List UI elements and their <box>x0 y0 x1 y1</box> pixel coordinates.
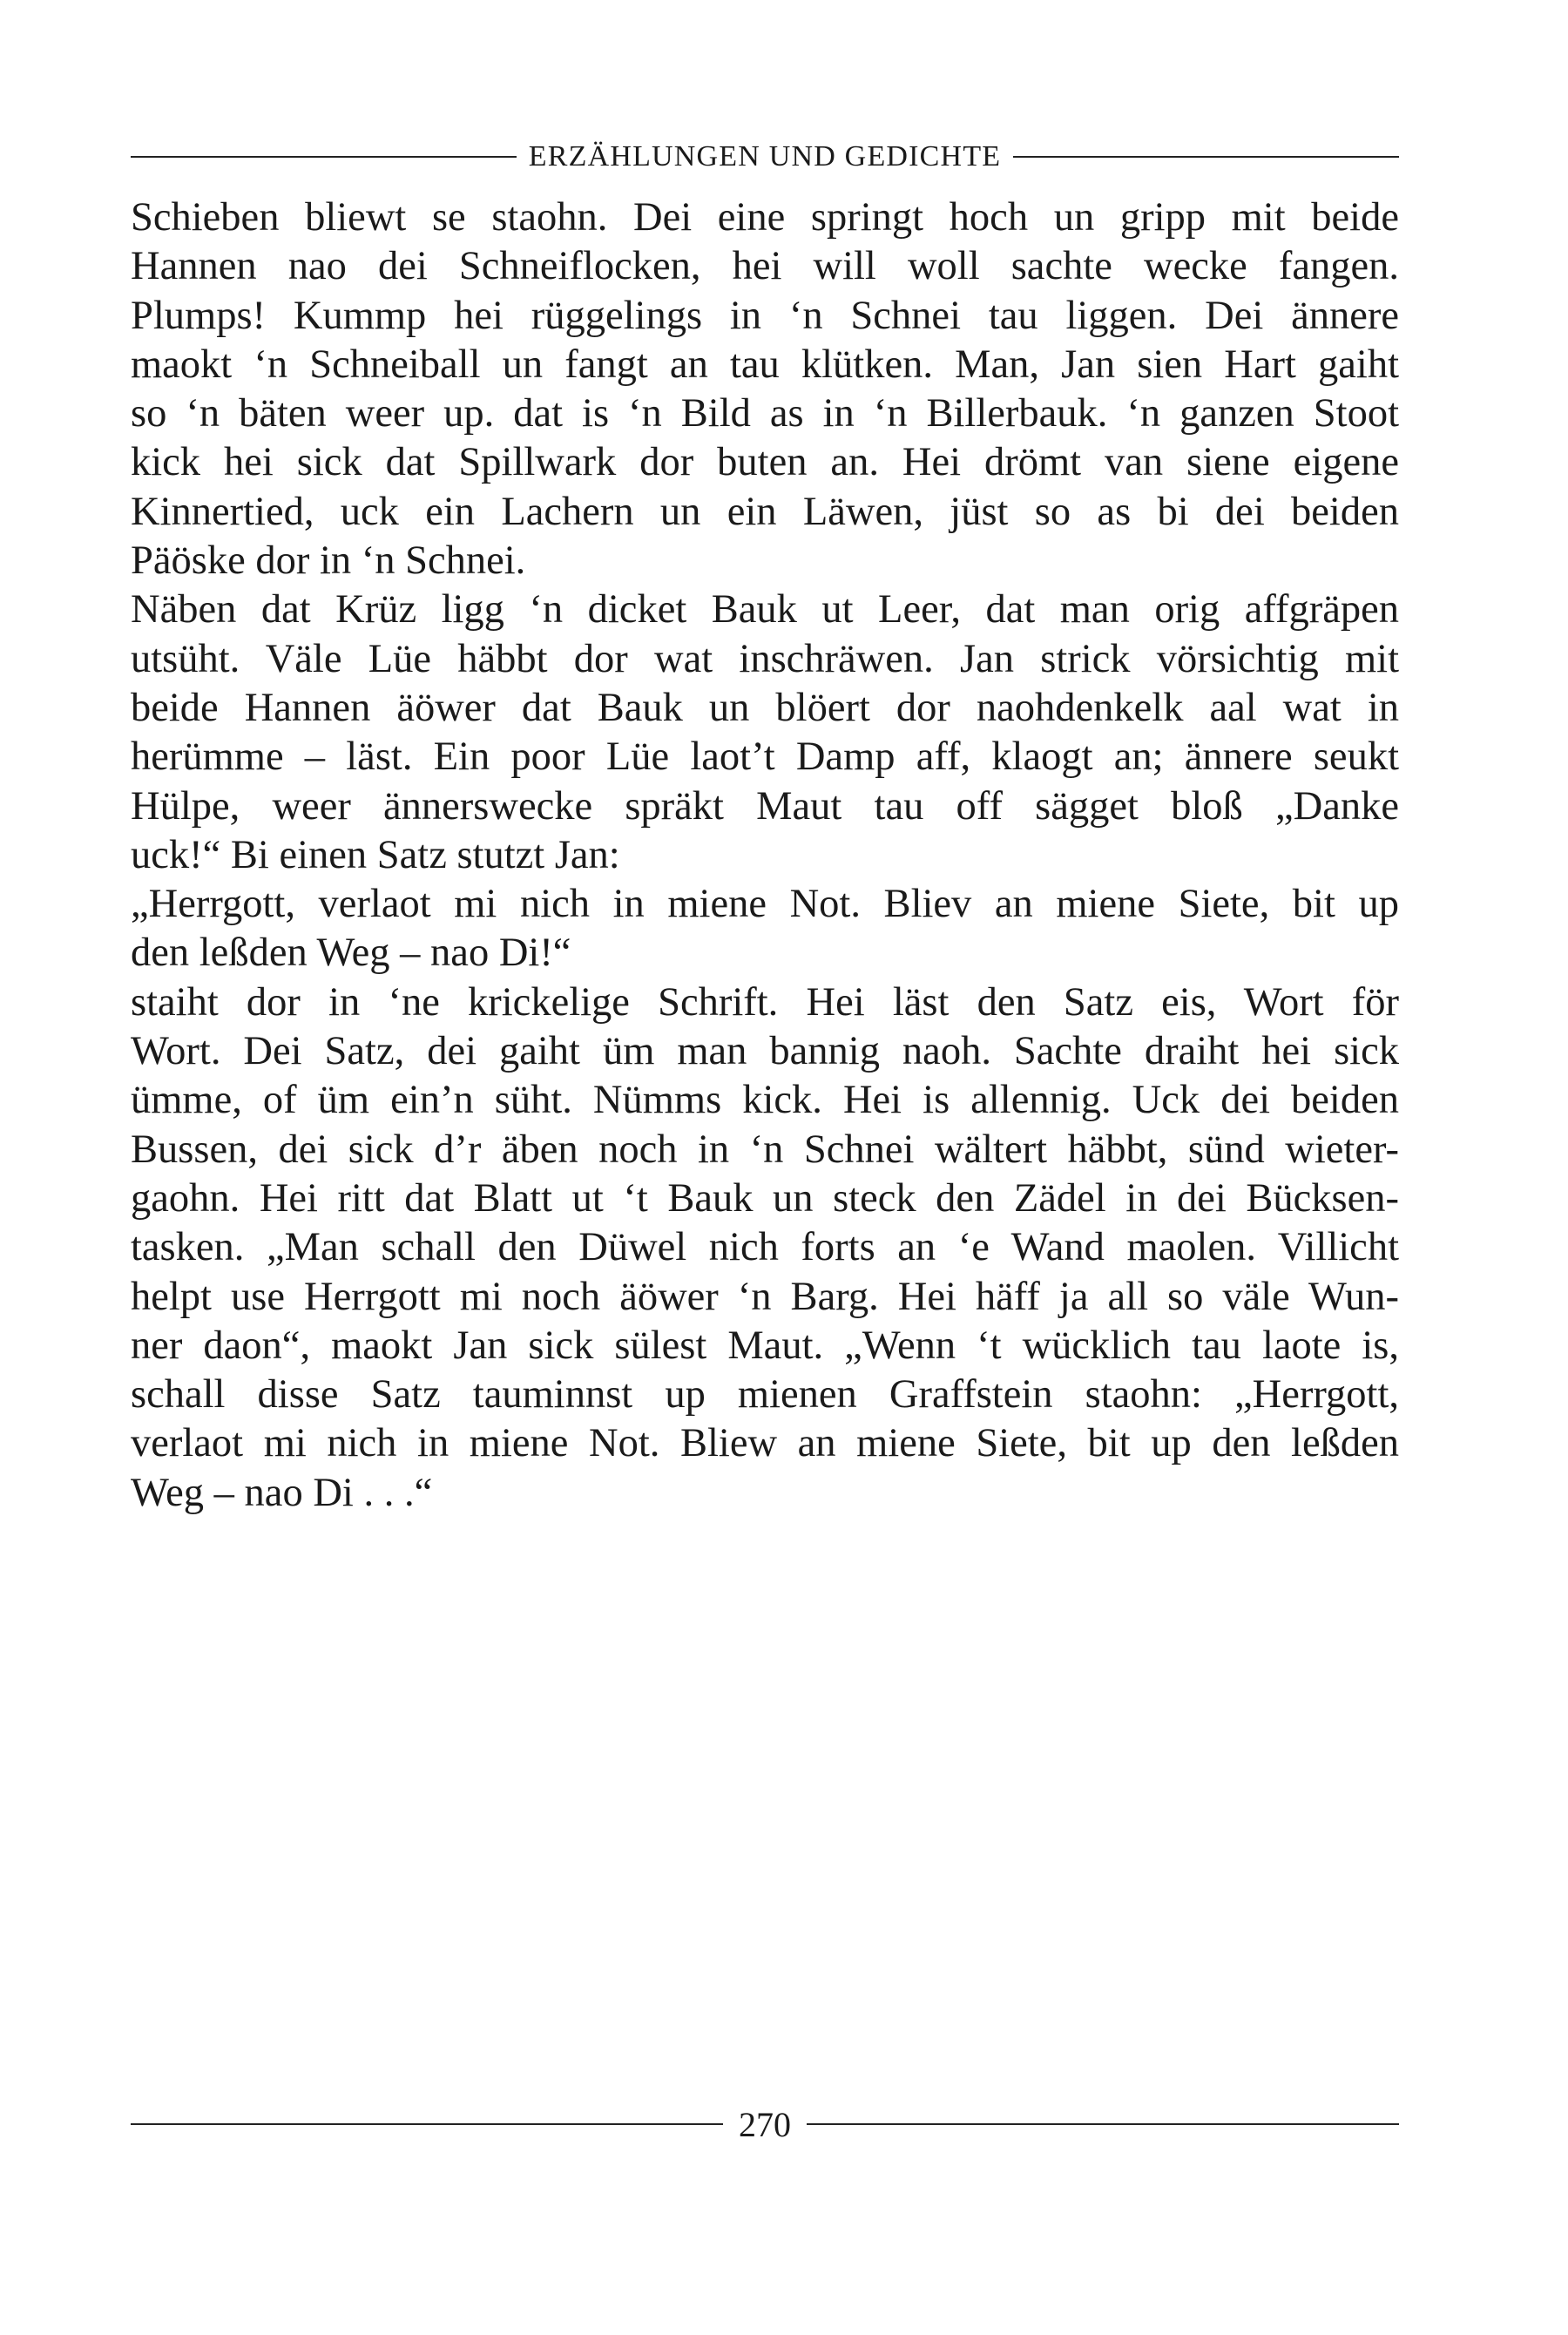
text-line: Näben dat Krüz ligg ‘n dicket Bauk ut Leer, dat man orig affgräpen <box>131 587 1399 633</box>
text-line: maokt ‘n Schneiball un fangt an tau klütken. Man, Jan sien Hart gaiht <box>131 342 1399 387</box>
running-title: ERZÄHLUNGEN UND GEDICHTE <box>528 140 1002 173</box>
text-line: tasken. „Man schall den Düwel nich forts an ‘e Wand maolen. Villicht <box>131 1225 1399 1270</box>
text-line: den leßden Weg – nao Di!“ <box>131 931 571 976</box>
running-header <box>131 138 1399 176</box>
text-line: gaohn. Hei ritt dat Blatt ut ‘t Bauk un steck den Zädel in dei Bücksen- <box>131 1175 1399 1221</box>
footer-rule-right <box>807 2123 1399 2125</box>
text-line: ner daon“, maokt Jan sick sülest Maut. „Wenn ‘t wücklich tau laote is, <box>131 1323 1399 1368</box>
text-line: Kinnertied, uck ein Lachern un ein Läwen, jüst so as bi dei beiden <box>131 489 1399 534</box>
header-rule-right <box>1013 156 1399 158</box>
body-text <box>131 193 1399 1518</box>
text-line: „Herrgott, verlaot mi nich in miene Not. Bliev an miene Siete, bit up <box>131 882 1399 927</box>
text-line: ümme, of üm ein’n süht. Nümms kick. Hei is allennig. Uck dei beiden <box>131 1078 1399 1123</box>
text-line: schall disse Satz tauminnst up mienen Graffstein staohn: „Herrgott, <box>131 1372 1399 1418</box>
text-line: verlaot mi nich in miene Not. Bliew an miene Siete, bit up den leßden <box>131 1421 1399 1466</box>
page-number: 270 <box>739 2104 791 2144</box>
footer-rule-left <box>131 2123 723 2125</box>
text-line: Weg – nao Di . . .“ <box>131 1470 433 1515</box>
text-line: herümme – läst. Ein poor Lüe laot’t Damp aff, klaogt an; ännere seukt <box>131 734 1399 780</box>
text-line: Bussen, dei sick d’r äben noch in ‘n Schnei wältert häbbt, sünd wieter- <box>131 1127 1399 1172</box>
text-line: Päöske dor in ‘n Schnei. <box>131 538 526 584</box>
text-line: Hülpe, weer ännerswecke spräkt Maut tau off sägget bloß „Danke <box>131 783 1399 829</box>
header-rule-left <box>131 156 517 158</box>
text-line: helpt use Herrgott mi noch äöwer ‘n Barg. Hei häff ja all so väle Wun- <box>131 1274 1399 1319</box>
text-line: Schieben bliewt se staohn. Dei eine springt hoch un gripp mit beide <box>131 195 1399 240</box>
text-line: Wort. Dei Satz, dei gaiht üm man bannig naoh. Sachte draiht hei sick <box>131 1029 1399 1074</box>
text-line: Hannen nao dei Schneiflocken, hei will woll sachte wecke fangen. <box>131 244 1399 289</box>
text-line: kick hei sick dat Spillwark dor buten an. Hei drömt van siene eigene <box>131 440 1399 485</box>
text-line: beide Hannen äöwer dat Bauk un blöert dor naohdenkelk aal wat in <box>131 685 1399 730</box>
text-line: Plumps! Kummp hei rüggelings in ‘n Schnei tau liggen. Dei ännere <box>131 293 1399 338</box>
text-line: so ‘n bäten weer up. dat is ‘n Bild as in ‘n Billerbauk. ‘n ganzen Stoot <box>131 391 1399 437</box>
page-footer <box>131 2100 1399 2149</box>
text-line: staiht dor in ‘ne krickelige Schrift. Hei läst den Satz eis, Wort för <box>131 979 1399 1025</box>
text-line: uck!“ Bi einen Satz stutzt Jan: <box>131 832 620 877</box>
text-line: utsüht. Väle Lüe häbbt dor wat inschräwen. Jan strick vörsichtig mit <box>131 636 1399 681</box>
